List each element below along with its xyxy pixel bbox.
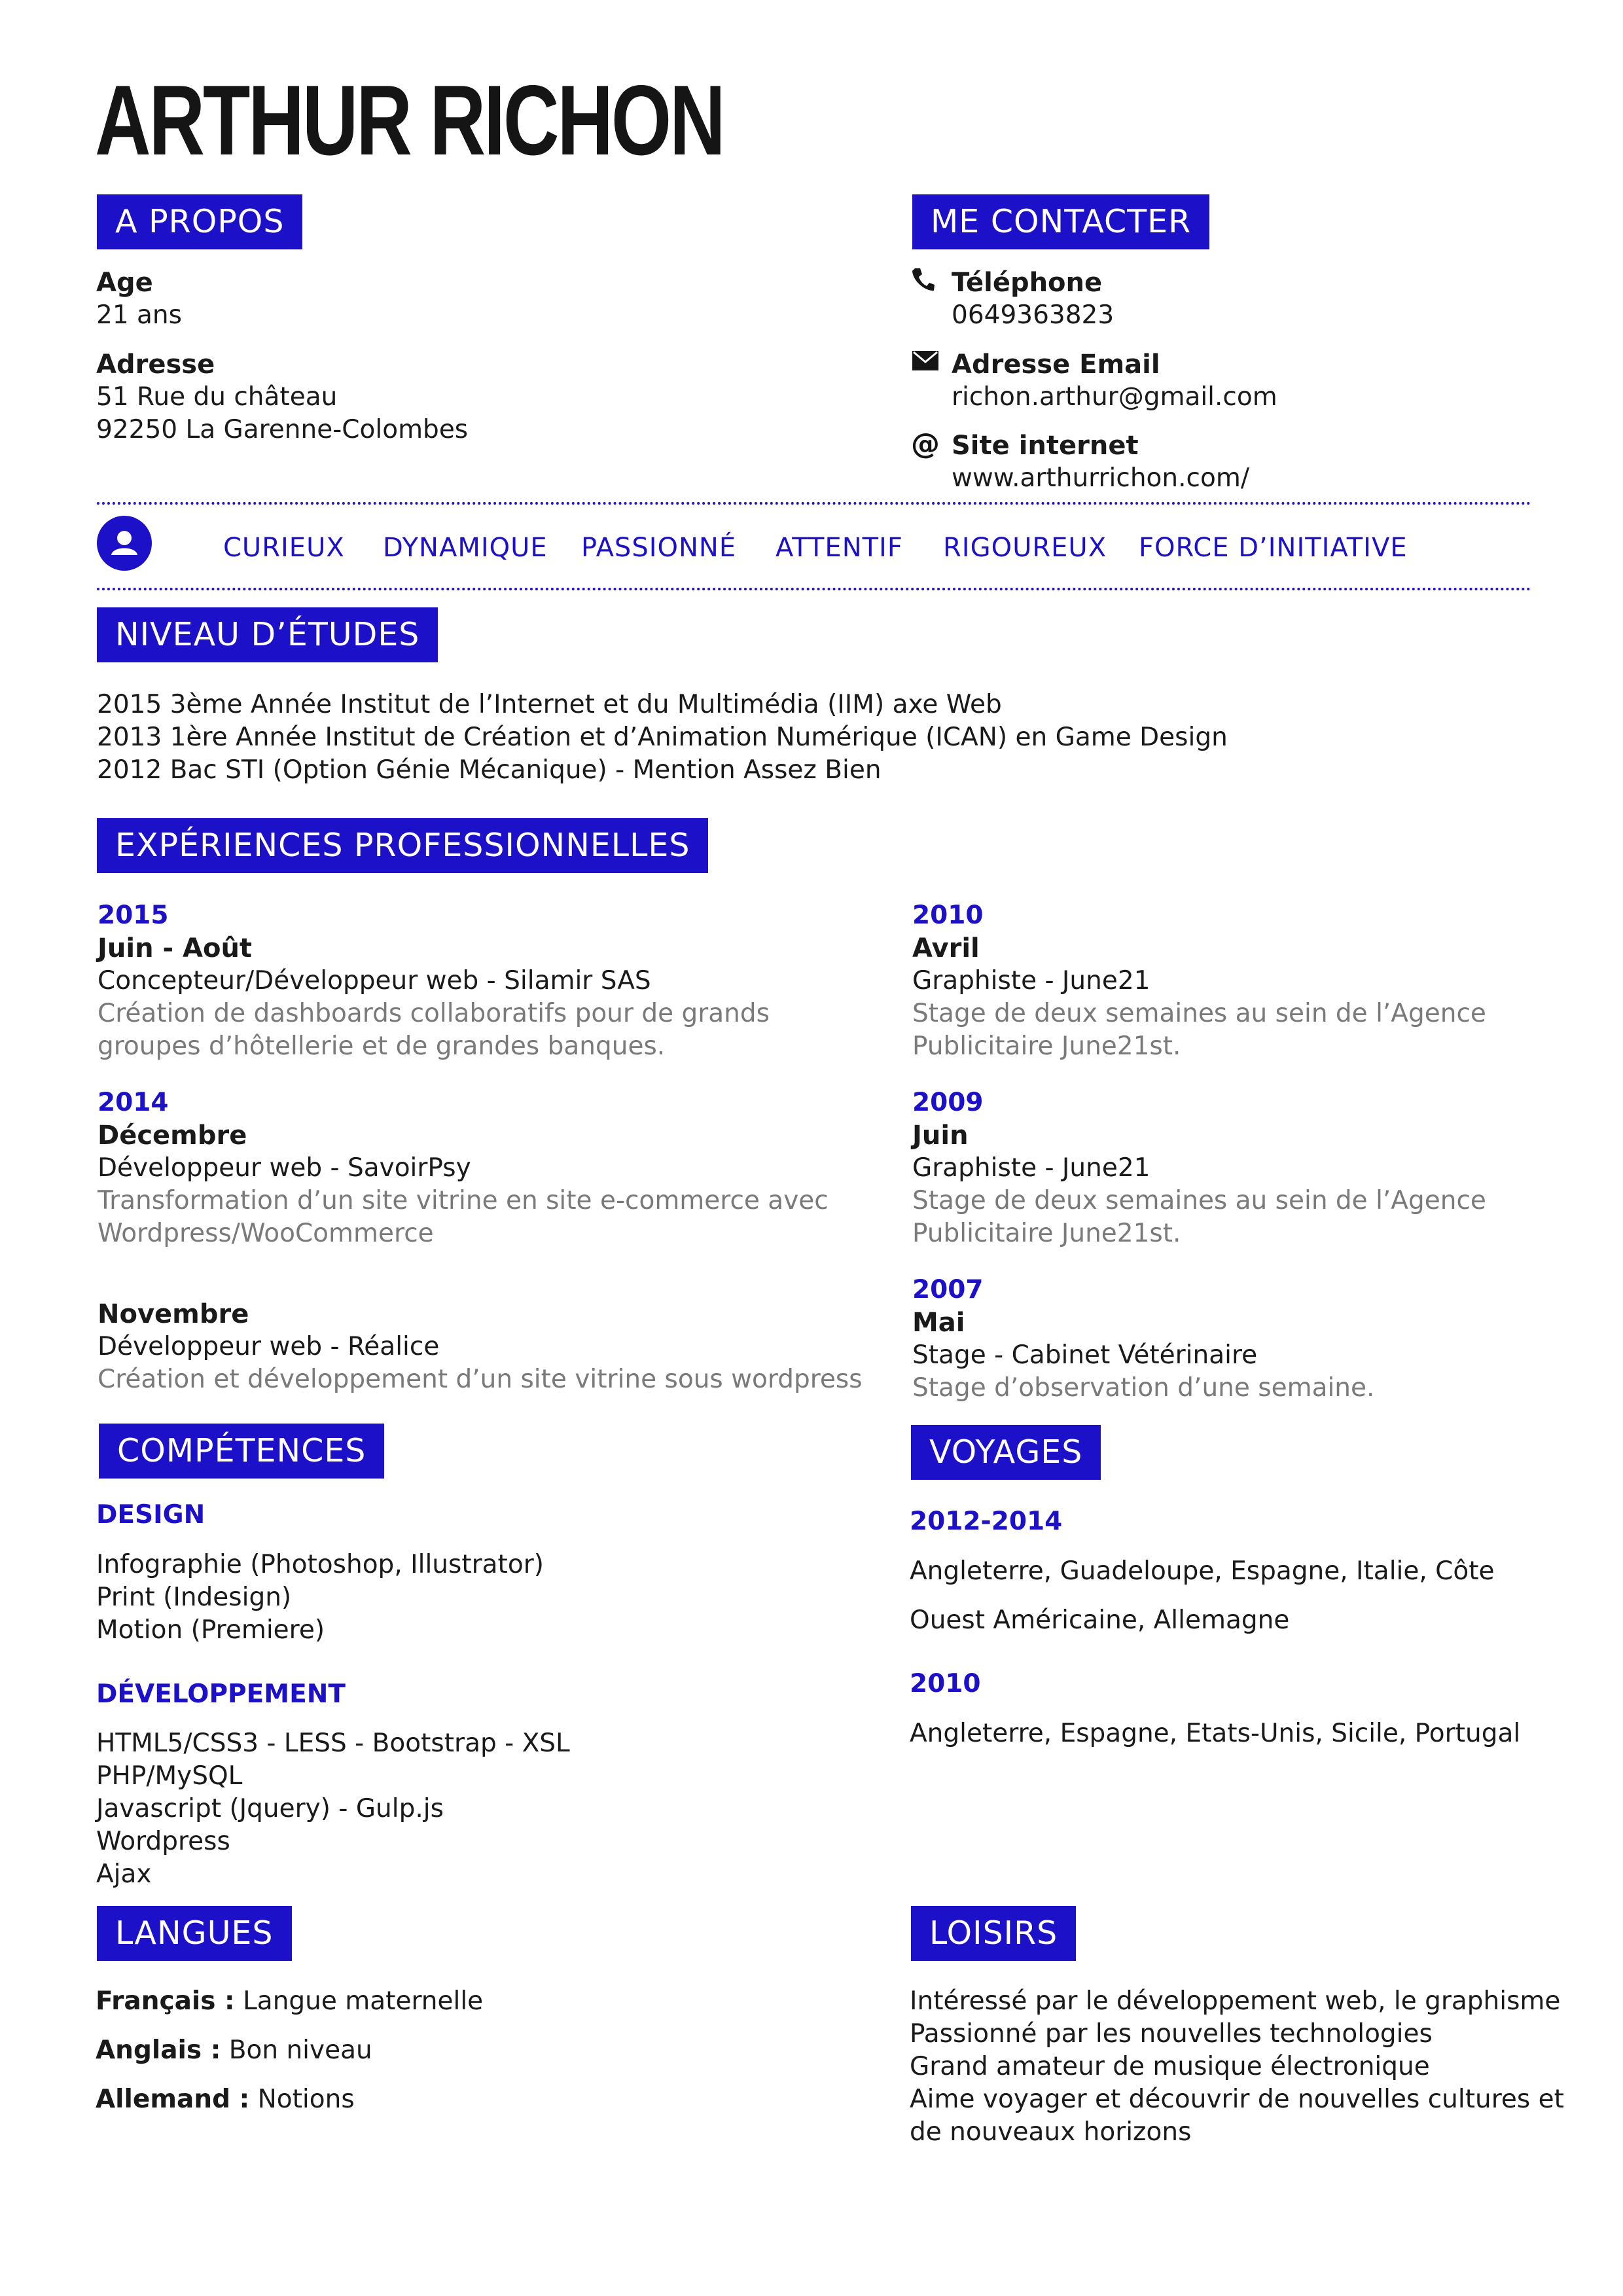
email-label: Adresse Email [952,350,1160,380]
quality-curieux: CURIEUX [223,533,345,563]
email-value[interactable]: richon.arthur@gmail.com [952,382,1277,412]
language-item [96,2083,355,2116]
skill-item: Wordpress [96,1827,230,1856]
hobby-line: Grand amateur de musique électronique [910,2052,1430,2081]
languages-header: LANGUES [97,1906,292,1961]
envelope-icon [912,351,938,370]
age-label: Age [96,268,153,298]
divider-top [97,502,1531,505]
quality-rigoureux: RIGOUREUX [943,533,1107,563]
language-item [96,2034,372,2067]
about-header: A PROPOS [97,194,302,249]
experience-role: Concepteur/Développeur web - Silamir SAS [98,966,651,996]
travel-line: Angleterre, Espagne, Etats-Unis, Sicile, Portugal [910,1719,1521,1748]
skills-header: COMPÉTENCES [99,1424,384,1479]
experience-desc: Création de dashboards collaboratifs pour de grands [98,999,770,1028]
experience-period: Avril [912,933,980,963]
experience-role: Développeur web - Réalice [98,1332,440,1361]
experience-desc: Publicitaire June21st. [912,1219,1181,1248]
experience-role: Stage - Cabinet Vétérinaire [912,1340,1258,1370]
skill-item: Motion (Premiere) [96,1615,325,1645]
travel-period: 2012-2014 [910,1507,1063,1536]
phone-icon [911,267,935,293]
experience-year: 2007 [912,1275,984,1304]
experience-desc: Stage de deux semaines au sein de l’Agence [912,999,1486,1028]
travel-line: Angleterre, Guadeloupe, Espagne, Italie, Côte [910,1556,1495,1586]
skills-dev-title: DÉVELOPPEMENT [96,1679,346,1709]
education-header: NIVEAU D’ÉTUDES [97,607,438,662]
hobby-line: Passionné par les nouvelles technologies [910,2019,1433,2049]
quality-dynamique: DYNAMIQUE [383,533,548,563]
language-level: Bon niveau [228,2036,372,2065]
at-icon: @ [911,427,940,461]
skill-item: Infographie (Photoshop, Illustrator) [96,1550,544,1579]
skill-item: Javascript (Jquery) - Gulp.js [96,1794,444,1823]
age-value: 21 ans [96,300,182,330]
experience-year: 2009 [912,1088,984,1117]
hobbies-header: LOISIRS [911,1906,1076,1961]
experience-period: Décembre [98,1121,247,1151]
skill-item: Ajax [96,1859,152,1889]
hobby-line: Intéressé par le développement web, le graphisme [910,1986,1561,2016]
experience-desc: Wordpress/WooCommerce [98,1219,434,1248]
site-label: Site internet [952,431,1139,461]
experience-year: 2010 [912,901,984,930]
travel-line: Ouest Américaine, Allemagne [910,1605,1290,1635]
site-value[interactable]: www.arthurrichon.com/ [952,463,1249,493]
language-name: Allemand : [96,2085,250,2114]
skill-item: PHP/MySQL [96,1761,243,1791]
travel-header: VOYAGES [911,1425,1101,1480]
user-icon [97,516,152,571]
contact-header: ME CONTACTER [912,194,1209,249]
experience-desc: Stage d’observation d’une semaine. [912,1373,1375,1403]
language-name: Anglais : [96,2036,221,2065]
experience-year: 2015 [98,901,169,930]
skills-design-title: DESIGN [96,1500,205,1530]
experience-period: Novembre [98,1299,249,1329]
hobby-line: Aime voyager et découvrir de nouvelles cultures et [910,2085,1564,2114]
language-name: Français : [96,1986,235,2016]
language-level: Langue maternelle [243,1986,484,2016]
address-label: Adresse [96,350,215,380]
divider-bottom [97,588,1531,590]
experience-role: Développeur web - SavoirPsy [98,1153,471,1183]
experience-desc: Stage de deux semaines au sein de l’Agence [912,1186,1486,1215]
skill-item: Print (Indesign) [96,1583,292,1612]
education-line: 2012 Bac STI (Option Génie Mécanique) - Mention Assez Bien [97,755,882,785]
address-line-1: 51 Rue du château [96,382,338,412]
experience-desc: Création et développement d’un site vitrine sous wordpress [98,1365,863,1394]
language-item [96,1985,483,2018]
quality-attentif: ATTENTIF [776,533,903,563]
experience-desc: groupes d’hôtellerie et de grandes banques. [98,1031,666,1061]
experience-period: Mai [912,1308,965,1338]
experience-role: Graphiste - June21 [912,1153,1150,1183]
education-line: 2015 3ème Année Institut de l’Internet et du Multimédia (IIM) axe Web [97,690,1002,719]
experience-period: Juin - Août [98,933,253,963]
address-line-2: 92250 La Garenne-Colombes [96,415,469,444]
hobby-line: de nouveaux horizons [910,2117,1192,2147]
skill-item: HTML5/CSS3 - LESS - Bootstrap - XSL [96,1729,570,1758]
phone-value[interactable]: 0649363823 [952,300,1115,330]
experience-desc: Publicitaire June21st. [912,1031,1181,1061]
phone-label: Téléphone [952,268,1103,298]
experience-desc: Transformation d’un site vitrine en site e-commerce avec [98,1186,829,1215]
resume-name: ARTHUR RICHON [95,65,724,176]
experience-year: 2014 [98,1088,169,1117]
experience-role: Graphiste - June21 [912,966,1150,996]
experience-header: EXPÉRIENCES PROFESSIONNELLES [97,818,708,873]
language-level: Notions [257,2085,355,2114]
education-line: 2013 1ère Année Institut de Création et d’Animation Numérique (ICAN) en Game Design [97,723,1228,752]
experience-period: Juin [912,1121,969,1151]
quality-passionne: PASSIONNÉ [581,533,737,563]
quality-initiative: FORCE D’INITIATIVE [1139,533,1408,563]
travel-period: 2010 [910,1669,981,1698]
